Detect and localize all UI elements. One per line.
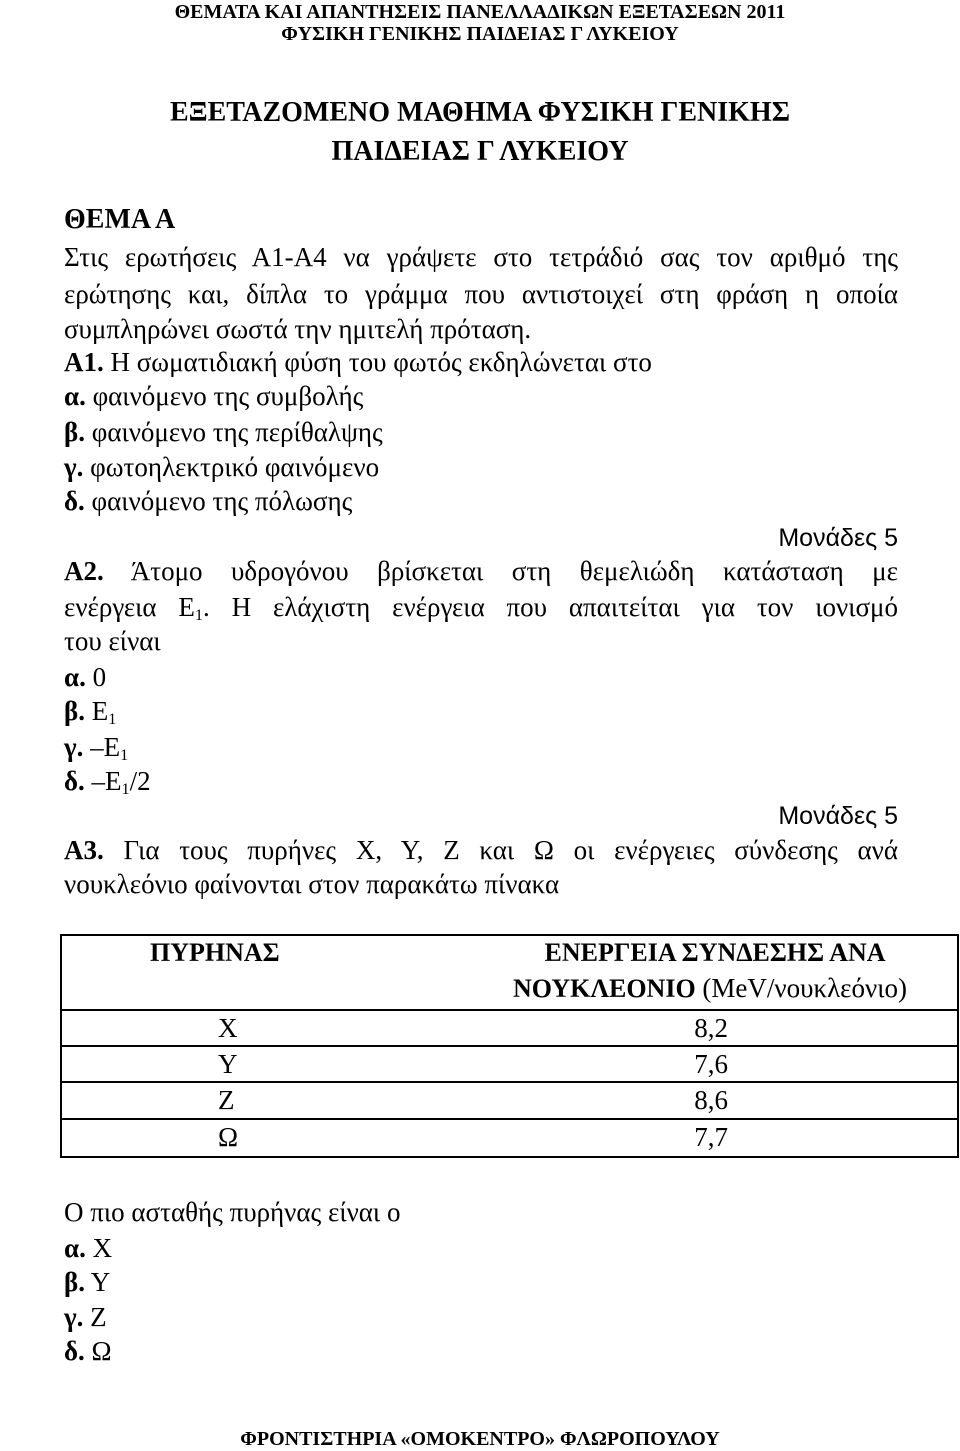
option-letter: δ. — [64, 766, 85, 796]
question-a3-line-1 — [64, 834, 898, 867]
a3-option-a — [64, 1232, 898, 1265]
a1-option-a — [64, 380, 898, 413]
option-letter: δ. — [64, 486, 85, 516]
table-divider — [60, 1118, 959, 1120]
option-text: /2 — [129, 766, 151, 796]
option-text: Ε — [84, 696, 109, 726]
table-cell-energy: 8,2 — [694, 1013, 728, 1043]
option-text: φαινόμενο της πόλωσης — [84, 486, 353, 516]
intro-line-2: ερώτησης και, δίπλα το γράμμα που αντιστοιχεί στη φράση η οποία — [64, 279, 898, 309]
marks-label: Μονάδες 5 — [778, 802, 898, 830]
table-cell-nucleus: Ω — [218, 1122, 239, 1152]
question-a2-line-1 — [64, 555, 898, 588]
page-header-line-1: ΘΕΜΑΤΑ ΚΑΙ ΑΠΑΝΤΗΣΕΙΣ ΠΑΝΕΛΛΑΔΙΚΩΝ ΕΞΕΤΑΣΕΩΝ 2011 — [174, 1, 786, 23]
option-letter: β. — [64, 1267, 85, 1297]
option-letter: γ. — [64, 732, 84, 762]
table-header-energy-line-1: ΕΝΕΡΓΕΙΑ ΣΥΝΔΕΣΗΣ ΑΝΑ — [544, 938, 886, 967]
table-divider — [60, 1081, 959, 1083]
a3-question: Ο πιο ασταθής πυρήνας είναι ο — [64, 1197, 401, 1227]
a3-option-d — [64, 1335, 898, 1368]
question-text: . Η ελάχιστη ενέργεια που απαιτείται για τον ιονισμό — [203, 592, 898, 622]
question-label: Α3. — [64, 835, 104, 865]
subscript: 1 — [194, 606, 204, 624]
a2-marks — [64, 799, 898, 833]
table-cell-nucleus: Ζ — [218, 1085, 235, 1115]
question-text: ενέργεια Ε — [64, 592, 195, 622]
option-letter: γ. — [64, 452, 84, 482]
a2-option-c — [64, 731, 898, 764]
subscript: 1 — [120, 746, 129, 764]
table-cell-energy: 7,6 — [694, 1049, 728, 1079]
a1-option-d — [64, 485, 898, 518]
option-text: φαινόμενο της περίθαλψης — [84, 417, 383, 447]
table-header-unit: (MeV/νουκλεόνιο) — [695, 973, 907, 1003]
page-footer: ΦΡΟΝΤΙΣΤΗΡΙΑ «ΟΜΟΚΕΝΤΡΟ» ΦΛΩΡΟΠΟΥΛΟΥ — [240, 1428, 720, 1450]
intro-line-1: Στις ερωτήσεις Α1-Α4 να γράψετε στο τετράδιό σας τον αριθμό της — [64, 242, 898, 272]
subscript: 1 — [108, 710, 117, 728]
option-letter: δ. — [64, 1336, 85, 1366]
a2-option-a — [64, 661, 898, 694]
option-letter: α. — [64, 1233, 86, 1263]
question-text: Άτομο υδρογόνου βρίσκεται στη θεμελιώδη κατάσταση με — [103, 556, 898, 586]
a3-option-c — [64, 1301, 898, 1334]
a1-option-c — [64, 451, 898, 484]
option-letter: γ. — [64, 1302, 84, 1332]
option-text: 0 — [85, 662, 107, 692]
table-header-nucleus: ΠΥΡΗΝΑΣ — [150, 938, 280, 967]
table-cell-energy: 8,6 — [694, 1085, 728, 1115]
a3-option-b — [64, 1266, 898, 1299]
question-text: Για τους πυρήνες Χ, Υ, Ζ και Ω οι ενέργειες σύνδεσης ανά — [103, 835, 898, 865]
question-a1 — [64, 346, 898, 379]
option-text: –Ε — [84, 766, 122, 796]
exam-title-line-1: ΕΞΕΤΑΖΟΜΕΝΟ ΜΑΘΗΜΑ ΦΥΣΙΚΗ ΓΕΝΙΚΗΣ — [169, 97, 791, 128]
question-label: Α2. — [64, 556, 104, 586]
theme-heading: ΘΕΜΑ Α — [64, 204, 176, 235]
option-text: φαινόμενο της συμβολής — [85, 381, 364, 411]
option-text: Ω — [84, 1336, 112, 1366]
a1-option-b — [64, 416, 898, 449]
table-divider — [60, 1045, 959, 1047]
option-letter: α. — [64, 662, 86, 692]
table-cell-nucleus: Υ — [218, 1049, 238, 1079]
option-text: Υ — [84, 1267, 111, 1297]
option-text: –Ε — [83, 732, 121, 762]
table-header-bold: ΝΟΥΚΛΕΟΝΙΟ — [513, 974, 696, 1003]
option-text: Ζ — [83, 1302, 107, 1332]
a1-marks — [64, 521, 898, 555]
subscript: 1 — [121, 780, 130, 798]
question-a2-line-2 — [64, 591, 898, 624]
option-text: Χ — [85, 1233, 113, 1263]
table-divider — [60, 1009, 959, 1011]
option-letter: β. — [64, 696, 85, 726]
table-cell-energy: 7,7 — [694, 1122, 728, 1152]
exam-title-line-2: ΠΑΙΔΕΙΑΣ Γ ΛΥΚΕΙΟΥ — [331, 136, 629, 167]
a2-option-b — [64, 695, 898, 728]
a2-option-d — [64, 765, 898, 798]
question-label: Α1. — [64, 347, 104, 377]
marks-label: Μονάδες 5 — [778, 524, 898, 552]
page-header-line-2: ΦΥΣΙΚΗ ΓΕΝΙΚΗΣ ΠΑΙΔΕΙΑΣ Γ ΛΥΚΕΙΟΥ — [281, 23, 679, 45]
table-header-energy-line-2 — [470, 971, 950, 1006]
question-a3-line-2: νουκλεόνιο φαίνονται στον παρακάτω πίνακα — [64, 869, 560, 899]
intro-line-3: συμπληρώνει σωστά την ημιτελή πρόταση. — [64, 314, 532, 344]
option-letter: α. — [64, 381, 86, 411]
question-text: Η σωματιδιακή φύση του φωτός εκδηλώνεται στο — [103, 347, 652, 377]
option-letter: β. — [64, 417, 85, 447]
question-a2-line-3: του είναι — [64, 626, 161, 656]
table-cell-nucleus: Χ — [218, 1013, 238, 1043]
option-text: φωτοηλεκτρικό φαινόμενο — [83, 452, 380, 482]
